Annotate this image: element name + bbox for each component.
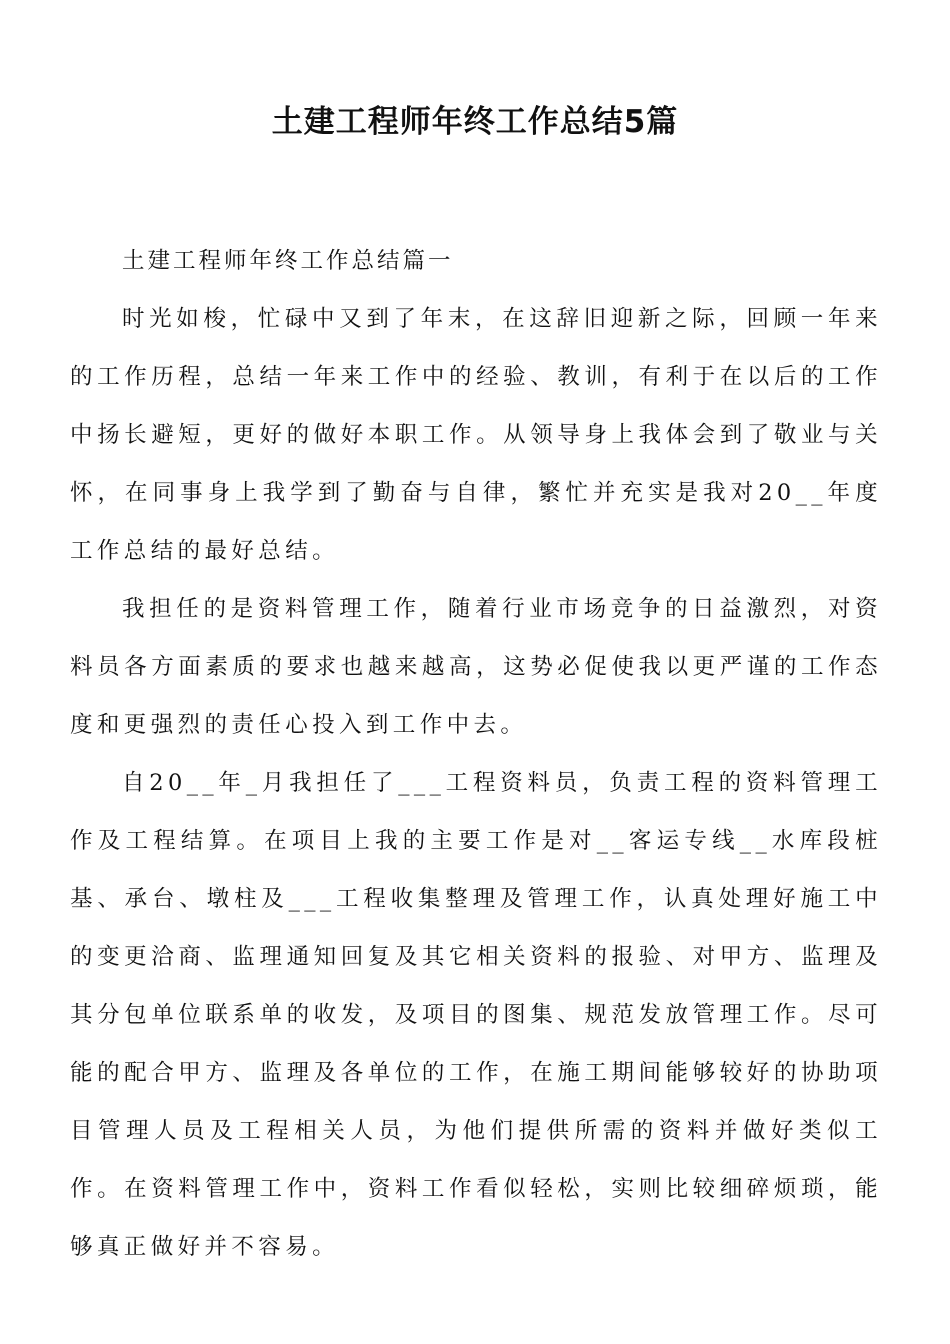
paragraph-3: 自20__年_月我担任了___工程资料员，负责工程的资料管理工作及工程结算。在项目上我的主要工作是对__客运专线__水库段桩基、承台、墩柱及___工程收集整理及管理工作，认真处理好施工中的变更洽商、监理通知回复及其它相关资料的报验、对甲方、监理及其分包单位联系单的收发，及项目的图集、规范发放管理工作。尽可能的配合甲方、监理及各单位的工作，在施工期间能够较好的协助项目管理人员及工程相关人员，为他们提供所需的资料并做好类似工作。在资料管理工作中，资料工作看似轻松，实则比较细碎烦琐，能够真正做好并不容易。 — [70, 770, 882, 1260]
document-body — [70, 232, 882, 1276]
document-title: 土建工程师年终工作总结5篇 — [271, 104, 679, 140]
paragraph-2: 我担任的是资料管理工作，随着行业市场竞争的日益激烈，对资料员各方面素质的要求也越来越高，这势必促使我以更严谨的工作态度和更强烈的责任心投入到工作中去。 — [70, 596, 882, 738]
section-heading: 土建工程师年终工作总结篇一 — [122, 248, 454, 274]
paragraph-1: 时光如梭，忙碌中又到了年末，在这辞旧迎新之际，回顾一年来的工作历程，总结一年来工作中的经验、教训，有利于在以后的工作中扬长避短，更好的做好本职工作。从领导身上我体会到了敬业与关怀，在同事身上我学到了勤奋与自律，繁忙并充实是我对20__年度工作总结的最好总结。 — [70, 306, 882, 564]
